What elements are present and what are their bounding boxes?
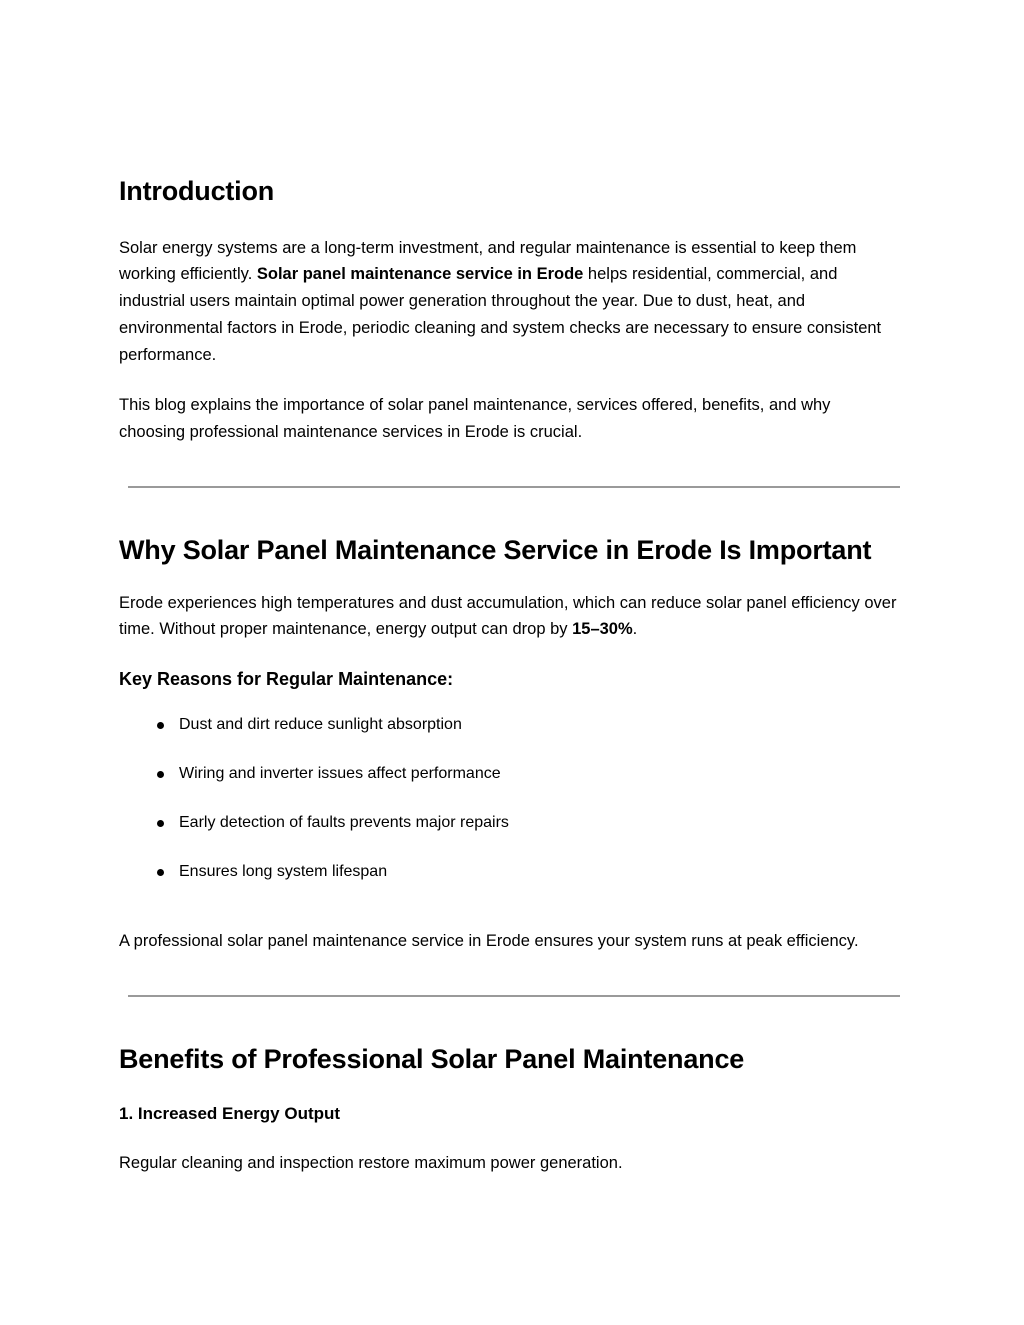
document-body — [119, 175, 901, 1176]
intro-p1-run-0: Solar energy systems are a long-term investment, and regular maintenance is essential to keep them working efficiently. — [119, 238, 857, 284]
list-item — [119, 860, 901, 884]
why-p1-run-2: . — [632, 620, 638, 639]
list-item-label: Wiring and inverter issues affect performance — [179, 765, 501, 783]
benefit-1-paragraph — [119, 1150, 901, 1177]
bullet-dot-icon — [157, 722, 164, 729]
intro-p2-run-0: This blog explains the importance of solar panel maintenance, services offered, benefits, and why choosing professional maintenance services in Erode is crucial. — [119, 396, 831, 442]
why-paragraph-1 — [119, 590, 901, 643]
why-closing-paragraph — [119, 928, 901, 955]
section-benefits — [119, 1043, 901, 1176]
subheading-key-reasons: Key Reasons for Regular Maintenance: — [119, 668, 454, 689]
section-divider-2 — [128, 995, 900, 997]
section-heading-benefits: Benefits of Professional Solar Panel Maintenance — [119, 1043, 745, 1074]
section-why-important — [119, 534, 901, 955]
list-item-label: Early detection of faults prevents major repairs — [179, 814, 509, 832]
list-item — [119, 762, 901, 786]
why-p1-run-1-bold: 15–30% — [572, 620, 633, 639]
page-title: Introduction — [119, 176, 275, 206]
intro-paragraph-2 — [119, 392, 901, 445]
list-item-label: Dust and dirt reduce sunlight absorption — [179, 716, 462, 734]
list-bottom-spacer — [119, 884, 901, 928]
list-item-label: Ensures long system lifespan — [179, 863, 388, 881]
list-item — [119, 811, 901, 835]
section-divider-1 — [128, 486, 900, 488]
benefit-1-p1-run-0: Regular cleaning and inspection restore maximum power generation. — [119, 1153, 623, 1172]
intro-p1-run-2: helps residential, commercial, and industrial users maintain optimal power generation throughout the year. Due to dust, heat, and environmental factors in Erode, periodic cleaning and system checks are necessary to ensure consistent performance. — [119, 265, 882, 364]
bullet-dot-icon — [157, 771, 164, 778]
bullet-dot-icon — [157, 820, 164, 827]
section-introduction — [119, 175, 901, 446]
why-p2-run-0: A professional solar panel maintenance service in Erode ensures your system runs at peak efficiency. — [119, 932, 859, 951]
key-reasons-list — [119, 713, 901, 884]
list-item — [119, 713, 901, 737]
intro-paragraph-1 — [119, 235, 901, 369]
why-p1-run-0: Erode experiences high temperatures and dust accumulation, which can reduce solar panel efficiency over time. Without proper maintenance, energy output can drop by — [119, 593, 897, 639]
section-heading-why-important: Why Solar Panel Maintenance Service in Erode Is Important — [119, 534, 872, 565]
subheading-increased-energy-output: 1. Increased Energy Output — [119, 1103, 341, 1123]
bullet-dot-icon — [157, 869, 164, 876]
intro-p1-run-1-bold: Solar panel maintenance service in Erode — [256, 265, 584, 284]
